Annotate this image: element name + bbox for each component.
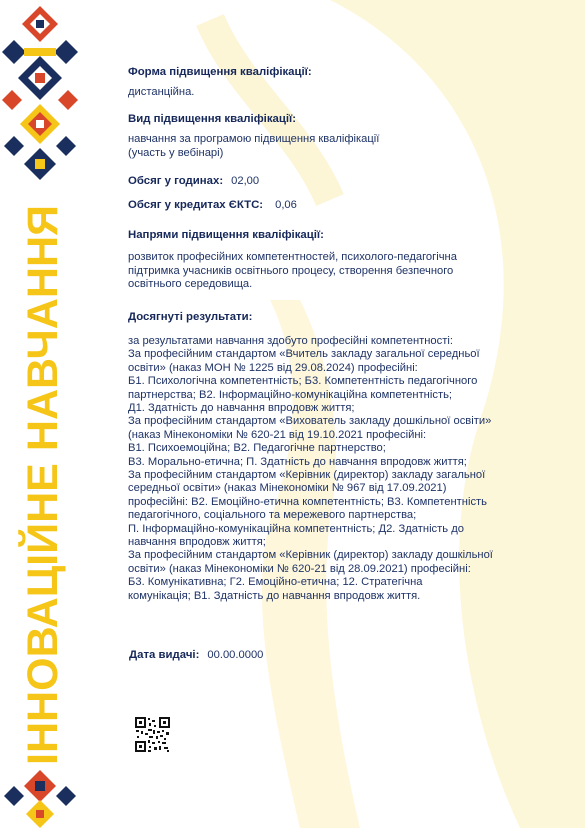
qr-code-icon[interactable] <box>135 717 170 752</box>
directions-line: підтримка учасників освітнього процесу, створення безпечного <box>128 264 454 277</box>
type-value-line2: (участь у вебінарі) <box>128 146 224 159</box>
results-line: (наказ Мінекономіки № 620-21 від 19.10.2021 професійні: <box>128 428 427 441</box>
results-line: В1. Психоемоційна; В2. Педагогічне партнерство; <box>128 442 386 455</box>
form-section <box>128 66 548 100</box>
type-value-line1: навчання за програмою підвищення кваліфікації <box>128 133 380 146</box>
results-line: за результатами навчання здобуто професійні компетентності: <box>128 334 453 347</box>
certificate-body <box>128 60 548 662</box>
directions-line: розвиток професійних компетентностей, психолого-педагогічна <box>128 251 457 264</box>
type-section <box>128 113 548 160</box>
results-line: За професійним стандартом «Вчитель закладу загальної середньої <box>128 348 480 361</box>
results-line: навчання впродовж життя; <box>128 535 266 548</box>
program-title-text: ІННОВАЦІЙНЕ НАВЧАННЯ <box>18 205 67 765</box>
issue-date-value: 00.00.0000 <box>207 649 264 661</box>
form-label: Форма підвищення кваліфікації: <box>128 66 312 78</box>
results-line: освіти» (наказ МОН № 1225 від 29.08.2024) професійні: <box>128 361 418 374</box>
hours-row <box>128 175 548 188</box>
results-line: Б1. Психологічна компетентність; Б3. Компетентність педагогічного <box>128 375 478 388</box>
results-line: Б3. Комунікативна; Г2. Емоційно-етична; 12. Стратегічна <box>128 576 423 589</box>
results-line: Д1. Здатність до навчання впродовж життя; <box>128 401 355 414</box>
form-value: дистанційна. <box>128 86 195 99</box>
results-line: професійні: В2. Емоційно-етична компетентність; В3. Компетентність <box>128 495 488 508</box>
results-line: комунікація; В1. Здатність до навчання впродовж життя. <box>128 589 421 602</box>
credits-value: 0,06 <box>275 199 297 212</box>
hours-value: 02,00 <box>231 175 260 188</box>
directions-section <box>128 229 548 292</box>
results-line: партнерства; В2. Інформаційно-комунікаційна компетентність; <box>128 388 453 401</box>
results-line: педагогічного, соціального та мережевого партнерства; <box>128 509 417 522</box>
results-line: освіти» (наказ Мінекономіки № 620-21 від 28.09.2021) професійні: <box>128 562 471 575</box>
credits-row <box>128 199 548 212</box>
results-section <box>128 311 548 603</box>
issue-date-row <box>129 649 548 662</box>
hours-label: Обсяг у годинах: <box>128 175 224 188</box>
results-line: За професійним стандартом «Керівник (директор) закладу дошкільної <box>128 549 493 562</box>
results-line: За професійним стандартом «Вихователь закладу дошкільної освіти» <box>128 415 492 428</box>
issue-date-label: Дата видачі: <box>129 649 200 661</box>
results-line: В3. Морально-етична; П. Здатність до навчання впродовж життя; <box>128 455 467 468</box>
results-line: За професійним стандартом «Керівник (директор) закладу загальної <box>128 468 486 481</box>
results-line: середньої освіти» (наказ Мінекономіки № 967 від 17.09.2021) <box>128 482 447 495</box>
directions-line: освітнього середовища. <box>128 278 253 291</box>
program-title-vertical <box>17 200 67 770</box>
results-label: Досягнуті результати: <box>128 311 253 324</box>
credits-label: Обсяг у кредитах ЄКТС: <box>128 199 264 212</box>
type-label: Вид підвищення кваліфікації: <box>128 112 297 125</box>
directions-label: Напрями підвищення кваліфікації: <box>128 228 324 241</box>
results-line: П. Інформаційно-комунікаційна компетентність; Д2. Здатність до <box>128 522 464 535</box>
